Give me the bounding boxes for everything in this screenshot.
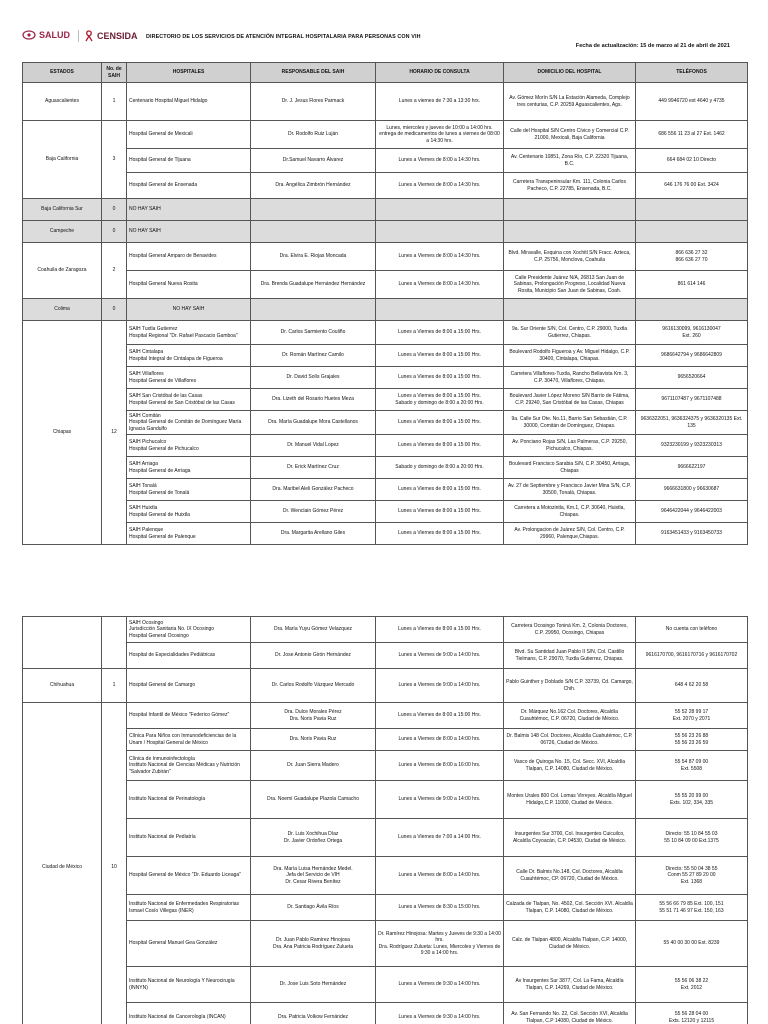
table-row (23, 345, 748, 367)
responsible-cell: Dr. Wenclain Gómez Pérez (251, 501, 376, 523)
red-ribbon-icon (84, 30, 94, 42)
hospital-cell: NO HAY SAIH (127, 221, 251, 243)
empty-cell (251, 221, 376, 243)
responsible-cell: Dr. Jose Antonio Girón Hernández (251, 643, 376, 669)
table-row (23, 1003, 748, 1024)
table-row (23, 457, 748, 479)
address-cell: Calle del Hospital S/N Centro Cívico y Comercial C.P. 21000, Mexicali, Baja California (504, 121, 636, 149)
schedule-cell: Lunes a Viernes de 8:00 a 14:30 hrs. (376, 149, 504, 173)
table-row (23, 703, 748, 729)
phone-cell: No cuenta con teléfono (636, 617, 748, 643)
phone-cell: 55 56 06 38 22 Ext. 2012 (636, 967, 748, 1003)
table-row (23, 299, 748, 321)
phone-cell: 9666622197 (636, 457, 748, 479)
hospital-cell: SAIH Villaflores Hospital General de Villaflores (127, 367, 251, 389)
empty-cell (636, 299, 748, 321)
table-row (23, 271, 748, 299)
responsible-cell: Dra. María Luisa Hernández Medel. Jefa del Servicio de VIH Dr. Cesar Rivera Benítez (251, 857, 376, 895)
table-row (23, 643, 748, 669)
table-row (23, 669, 748, 703)
responsible-cell: Dr. Luis Xochihua Díaz Dr. Javier Ordoñez Ortega (251, 819, 376, 857)
hospital-cell: SAIH Ocosingo Jurisdicción Sanitaria No. IX Ocosingo Hospital General Ocosingo (127, 617, 251, 643)
state-cell: Colima (23, 299, 102, 321)
phone-cell: 449 9946720 ext 4640 y 4735 (636, 83, 748, 121)
address-cell: Carretera Ocosingo Toniná Km. 2, Colonia Doctores, C.P. 29950, Ocosingo, Chiapas (504, 617, 636, 643)
responsible-cell: Dr. Rodolfo Ruiz Luján (251, 121, 376, 149)
schedule-cell: Lunes a Viernes de 8:00 a 15:00 Hrs. (376, 411, 504, 435)
address-cell: Vasco de Quiroga No. 15, Col. Secc. XVI, Alcaldía Tlalpan, C.P. 14080, Ciudad de México. (504, 751, 636, 781)
empty-cell (636, 221, 748, 243)
schedule-cell: Lunes a Viernes de 8:30 a 15:00 hrs. (376, 895, 504, 921)
address-cell: Insurgentes Sur 3700, Col. Insurgentes Cuicuilco, Alcaldía Coyoacán, C.P. 04530, Ciudad de México. (504, 819, 636, 857)
hospital-cell: Hospital Infantil de México "Federico Gómez" (127, 703, 251, 729)
phone-cell: Directo: 55 50 04 38 55 Conm 55 27 89 20 00 Ext. 1368 (636, 857, 748, 895)
address-cell: Av. 27 de Septiembre y Francisco Javier Mina S/N, C.P. 30500, Tonalá, Chiapas. (504, 479, 636, 501)
state-cell: Chiapas (23, 321, 102, 545)
phone-cell: 861 614 146 (636, 271, 748, 299)
column-header: DOMICILIO DEL HOSPITAL (504, 63, 636, 83)
hospital-cell: Clínica de Inmunoinfectología Instituto Nacional de Ciencias Médicas y Nutrición "Salvador Zubirán" (127, 751, 251, 781)
table-row (23, 435, 748, 457)
responsible-cell: Dr. Jose Luis Soto Hernández (251, 967, 376, 1003)
address-cell: Av Insurgentes Sur 3877, Col. La Fama, Alcaldía Tlalpan, C.P. 14269, Ciudad de México. (504, 967, 636, 1003)
column-header: No. de SAIH (102, 63, 127, 83)
responsible-cell: Dr. Erick Martínez Cruz (251, 457, 376, 479)
state-cell: Campeche (23, 221, 102, 243)
phone-cell: 9616170700, 9616170716 y 9616170702 (636, 643, 748, 669)
hospital-cell: Hospital General Manuel Gea González (127, 921, 251, 967)
address-cell: Boulevard Javier López Moreno S/N Barrio de Fátima, C.P. 29240, San Cristóbal de las Casas, Chiapas (504, 389, 636, 411)
schedule-cell: Lunes a Viernes de 8:00 a 16:00 hrs. (376, 751, 504, 781)
table-row (23, 411, 748, 435)
responsible-cell: Dr. J. Jesus Flores Parmack (251, 83, 376, 121)
schedule-cell: Lunes a Viernes de 8:00 a 15:00 Hrs. (376, 479, 504, 501)
hospital-cell: Centenario Hospital Miguel Hidalgo (127, 83, 251, 121)
hospital-cell: Hospital General de México "Dr. Eduardo Liceaga" (127, 857, 251, 895)
responsible-cell: Dr. Santiago Ávila Ríos (251, 895, 376, 921)
table-row (23, 523, 748, 545)
schedule-cell: Lunes a Viernes de 9:00 a 14:00 hrs. (376, 643, 504, 669)
schedule-cell: Lunes a Viernes de 8:00 a 14:00 hrs. (376, 729, 504, 751)
table-row (23, 819, 748, 857)
empty-cell (376, 299, 504, 321)
salud-logo-text: SALUD (39, 30, 70, 40)
table-row (23, 83, 748, 121)
address-cell: Montes Urales 800 Col. Lomas Virreyes. Alcaldía Miguel Hidalgo,C.P. 11000, Ciudad de México. (504, 781, 636, 819)
responsible-cell: Dra. María Yuyu Gómez Velazquez (251, 617, 376, 643)
table-row (23, 149, 748, 173)
address-cell: Av. Ponciano Rojas S/N, Las Palmeras, C.P. 29250, Pichucalco, Chiapas. (504, 435, 636, 457)
schedule-cell: Lunes a Viernes de 9:00 a 14:00 hrs. (376, 781, 504, 819)
responsible-cell: Dr. David Solís Grajales (251, 367, 376, 389)
responsible-cell: Dr. Román Martínez Camilo (251, 345, 376, 367)
responsible-cell: Dra. Patricia Volkow Fernández (251, 1003, 376, 1024)
saih-count-cell: 1 (102, 83, 127, 121)
table-row (23, 243, 748, 271)
hospital-cell: Instituto Nacional de Neurología Y Neurocirugía (INNYN) (127, 967, 251, 1003)
address-cell: Av. Prolongacion de Juárez S/N, Col. Centro, C.P. 29960, Palenque,Chiapas. (504, 523, 636, 545)
schedule-cell: Lunes a Viernes de 8:00 a 14:30 hrs. (376, 271, 504, 299)
table-row (23, 173, 748, 199)
schedule-cell: Lunes a Viernes de 8:00 a 15:00 Hrs. (376, 703, 504, 729)
empty-cell (251, 199, 376, 221)
address-cell: Calzada de Tlalpan, No. 4502, Col. Sección XVI. Alcaldía Tlalpan, C.P. 14080, Ciudad de México. (504, 895, 636, 921)
phone-cell: 9323230199 y 9323230313 (636, 435, 748, 457)
table-row (23, 221, 748, 243)
hospital-cell: Instituto Nacional de Enfermedades Respiratorias Ismael Cosío Villegas (INER) (127, 895, 251, 921)
hospital-cell: Instituto Nacional de Cancerología (INCAN) (127, 1003, 251, 1024)
address-cell: 9a. Sur Oriente S/N, Col. Centro, C.P. 29000, Tuxtla Gutierrez, Chiapas. (504, 321, 636, 345)
table-row (23, 921, 748, 967)
address-cell: Calle Dr. Balmis No.148, Col. Doctores, Alcaldía Cuauhtémoc, CP. 06720, Ciudad de México. (504, 857, 636, 895)
phone-cell: 9163451433 y 9163450733 (636, 523, 748, 545)
phone-cell: 55 40 00 30 00 Ext. 8239 (636, 921, 748, 967)
schedule-cell: Lunes a Viernes de 8:00 a 15:00 Hrs. (376, 501, 504, 523)
phone-cell: 686 556 11 23 al 27 Ext. 1462 (636, 121, 748, 149)
schedule-cell: Lunes a Viernes de 9:30 a 14:00 hrs. (376, 1003, 504, 1024)
phone-cell: 9666631800 y 96630687 (636, 479, 748, 501)
schedule-cell: Lunes a viernes de 7:30 a 13:30 hrs. (376, 83, 504, 121)
table-row (23, 967, 748, 1003)
schedule-cell: Lunes a Viernes de 8:00 a 14:30 hrs. (376, 243, 504, 271)
schedule-cell: Lunes a Viernes de 9:30 a 14:00 hrs. (376, 967, 504, 1003)
address-cell: Av. Centenario 10851, Zona Río, C.P. 22320 Tijuana, B.C. (504, 149, 636, 173)
phone-cell: 55 52 28 99 17 Ext. 2070 y 2071 (636, 703, 748, 729)
phone-cell: 9646422044 y 9646422003 (636, 501, 748, 523)
hospital-cell: Hospital de Especialidades Pediátricas (127, 643, 251, 669)
address-cell: Blvd. Miravalle, Esquina con Xochitl S/N Fracc. Azteca, C.P. 25756, Monclova, Coahuila (504, 243, 636, 271)
address-cell: Carretera Transpeninsular Km. 111, Colonia Carlos Pacheco, C.P. 22785, Ensenada, B.C. (504, 173, 636, 199)
directory-table-1 (22, 62, 748, 545)
responsible-cell: Dra. María Guadalupe Mora Castellanos (251, 411, 376, 435)
empty-cell (636, 199, 748, 221)
hospital-cell: Hospital General de Ensenada (127, 173, 251, 199)
state-cell: Baja California Sur (23, 199, 102, 221)
saih-count-cell: 0 (102, 221, 127, 243)
responsible-cell: Dra. Brenda Guadalupe Hernández Hernández (251, 271, 376, 299)
responsible-cell: Dra. Elvira E. Riojas Moncada (251, 243, 376, 271)
schedule-cell: Lunes a Viernes de 9:00 a 14:00 hrs. (376, 669, 504, 703)
salud-logo (22, 30, 70, 40)
hospital-cell: SAIH San Cristóbal de las Casas Hospital General de San Cristóbal de las Casas (127, 389, 251, 411)
saih-count-cell: 0 (102, 199, 127, 221)
address-cell: Blvd. Su Santidad Juan Pablo II S/N, Col. Castillo Tielmans, C.P. 29070, Tuxtla Gutierrez, Chiapas. (504, 643, 636, 669)
hospital-cell: NO HAY SAIH (127, 299, 251, 321)
saih-count-cell: 12 (102, 321, 127, 545)
hospital-cell: NO HAY SAIH (127, 199, 251, 221)
state-cell: Coahuila de Zaragoza (23, 243, 102, 299)
document-header (0, 0, 768, 60)
censida-logo (78, 30, 138, 42)
schedule-cell: Sabado y domingo de 8:00 a 20:00 Hrs. (376, 457, 504, 479)
hospital-cell: SAIH Cintalapa Hospital Integral de Cintalapa de Figueroa (127, 345, 251, 367)
table-row (23, 501, 748, 523)
schedule-cell: Lunes a Viernes de 8:00 a 15:00 Hrs. (376, 435, 504, 457)
address-cell: Boulevard Rodolfo Figueroa y Av. Miguel Hidalgo, C.P. 30400, Cintalapa, Chiapas. (504, 345, 636, 367)
schedule-cell: Dr. Ramírez Hinojosa: Martes y Jueves de 9:30 a 14:00 hrs. Dra. Rodríguez Zulueta: Lunes, Miercoles y Viernes de 9:30 a 14:00 hrs. (376, 921, 504, 967)
saih-count-cell (102, 617, 127, 669)
phone-cell: 648 4 62 20 58 (636, 669, 748, 703)
empty-cell (376, 221, 504, 243)
column-header: HORARIO DE CONSULTA (376, 63, 504, 83)
responsible-cell: Dra. Noemí Guadalupe Plazola Camacho (251, 781, 376, 819)
table-row (23, 729, 748, 751)
state-cell (23, 617, 102, 669)
responsible-cell: Dr.Samuel Navarro Álvarez (251, 149, 376, 173)
phone-cell: 9636322051, 9636324375 y 9636320135 Ext. 135 (636, 411, 748, 435)
phone-cell: 9656520664 (636, 367, 748, 389)
schedule-cell: Lunes a Viernes de 8:00 a 15:00 Hrs. (376, 617, 504, 643)
address-cell: Pablo Guinther y Doblado S/N C.P. 33739, Cd. Camargo, Chih. (504, 669, 636, 703)
phone-cell: Directo: 55 10 84 55 03 55 10 84 09 00 Ext.1375 (636, 819, 748, 857)
responsible-cell: Dra. Angélica Zimbrón Hernández (251, 173, 376, 199)
address-cell: Av. San Fernando No. 22, Col. Sección XVI, Alcaldía Tlalpan, C.P 14080, Ciudad de México. (504, 1003, 636, 1024)
hospital-cell: SAIH Tuxtla Gutierrez Hospital Regional "Dr. Rafael Pascacio Gamboa" (127, 321, 251, 345)
address-cell: 9a. Calle Sur Ote. No.11, Barrio San Sebastián, C.P. 30000, Comitán de Domínguez, Chiapas. (504, 411, 636, 435)
update-date: Fecha de actualización: 15 de marzo al 21 de abril de 2021 (575, 43, 730, 49)
state-cell: Aguascalientes (23, 83, 102, 121)
table-row (23, 751, 748, 781)
phone-cell: 866 636 27 32 866 636 27 70 (636, 243, 748, 271)
empty-cell (504, 199, 636, 221)
table-row (23, 781, 748, 819)
responsible-cell: Dr. Manuel Vidal Lopez (251, 435, 376, 457)
address-cell: Dr. Balmis 148 Col. Doctores, Alcaldía Cuahutémoc, C.P. 06726, Ciudad de México. (504, 729, 636, 751)
schedule-cell: Lunes a Viernes de 8:00 a 15:00 Hrs. (376, 523, 504, 545)
empty-cell (251, 299, 376, 321)
empty-cell (504, 221, 636, 243)
hospital-cell: SAIH Huixtla Hospital General de Huixtla (127, 501, 251, 523)
censida-logo-text: CENSIDA (97, 31, 138, 41)
phone-cell: 9616130099, 9616130047 Ext. 260 (636, 321, 748, 345)
column-header: TELÉFONOS (636, 63, 748, 83)
responsible-cell: Dr. Carlos Sarmiento Couliño (251, 321, 376, 345)
table-row (23, 895, 748, 921)
address-cell: Calz. de Tlalpan 4800, Alcaldía Tlalpan, C.P. 14000, Ciudad de México. (504, 921, 636, 967)
schedule-cell: Lunes a Viernes de 8:00 a 14:30 hrs. (376, 173, 504, 199)
table-row (23, 857, 748, 895)
column-header: ESTADOS (23, 63, 102, 83)
state-cell: Baja California (23, 121, 102, 199)
address-cell: Calle Presidente Juárez N/A, 26813 San Juan de Sabinas, Prolongación Progreso, Localidad Nueva Rosita, Municipio San Juan de Sabinas, Coah. (504, 271, 636, 299)
hospital-cell: Clínica Para Niños con Inmunodeficiencias de la Unam / Hospital General de México (127, 729, 251, 751)
address-cell: Carretera Villaflores-Tuxtla, Rancho Bellavista Km. 3, C.P. 30470, Villaflores, Chiapas. (504, 367, 636, 389)
address-cell: Carretera a Motozintla, Km.1, C.P. 30640, Huixtla, Chiapas. (504, 501, 636, 523)
address-cell: Dr. Márquez No.162 Col. Doctores, Alcaldía Cuauhtémoc, C.P. 06720, Ciudad de México. (504, 703, 636, 729)
schedule-cell: Lunes a Viernes de 8:00 a 14:00 hrs. (376, 857, 504, 895)
hospital-cell: SAIH Arriaga Hospital General de Arriaga (127, 457, 251, 479)
column-header: RESPONSABLE DEL SAIH (251, 63, 376, 83)
table-row (23, 199, 748, 221)
hospital-cell: Instituto Nacional de Pediatría (127, 819, 251, 857)
hospital-cell: Instituto Nacional de Perinatología (127, 781, 251, 819)
phone-cell: 664 684 02 10 Directo (636, 149, 748, 173)
hospital-cell: SAIH Tonalá Hospital General de Tonalá (127, 479, 251, 501)
state-cell: Chihuahua (23, 669, 102, 703)
phone-cell: 9686642794 y 9686642809 (636, 345, 748, 367)
responsible-cell: Dra. Lizeth del Rosario Huetes Meza (251, 389, 376, 411)
saih-count-cell: 0 (102, 299, 127, 321)
state-cell: Ciudad de México (23, 703, 102, 1024)
table-row (23, 479, 748, 501)
empty-cell (376, 199, 504, 221)
table-row (23, 389, 748, 411)
saih-count-cell: 10 (102, 703, 127, 1024)
table-row (23, 321, 748, 345)
responsible-cell: Dra. Maribel Aleli González Pacheco (251, 479, 376, 501)
salud-emblem-icon (22, 30, 36, 40)
responsible-cell: Dr. Juan Pablo Ramírez Hinojosa Dra. Ana Patricia Rodríguez Zulueta (251, 921, 376, 967)
saih-count-cell: 3 (102, 121, 127, 199)
schedule-cell: Lunes, miercoles y jueves de 10:00 a 14:00 hrs. entrega de medicamentos de lunes a viernes de 08:00 a 14:30 hrs. (376, 121, 504, 149)
phone-cell: 55 56 66 79 85 Ext. 100, 151 55 51 71 46 97 Ext. 150, 163 (636, 895, 748, 921)
hospital-cell: Hospital General de Mexicali (127, 121, 251, 149)
hospital-cell: SAIH Comitán Hospital General de Comitán de Domínguez María Ignacia Gandulfo (127, 411, 251, 435)
hospital-cell: Hospital General de Camargo (127, 669, 251, 703)
phone-cell: 55 54 87 09 00 Ext. 5508 (636, 751, 748, 781)
schedule-cell: Lunes a Viernes de 8:00 a 15:00 Hrs. (376, 367, 504, 389)
phone-cell: 9671107487 y 9671107488 (636, 389, 748, 411)
phone-cell: 55 56 28 04 00 Exts. 12120 y 12115 (636, 1003, 748, 1024)
empty-cell (504, 299, 636, 321)
hospital-cell: Hospital General de Tijuana (127, 149, 251, 173)
phone-cell: 646 176 76 00 Ext. 3424 (636, 173, 748, 199)
schedule-cell: Lunes a Viernes de 8:00 a 15:00 Hrs. (376, 321, 504, 345)
table-row (23, 617, 748, 643)
hospital-cell: Hospital General Nueva Rosita (127, 271, 251, 299)
schedule-cell: Lunes a Viernes de 8:00 a 15:00 Hrs. Sabado y domingo de 8:00 a 20:00 Hrs. (376, 389, 504, 411)
table-row (23, 367, 748, 389)
hospital-cell: SAIH Pichucalco Hospital General de Pichucalco (127, 435, 251, 457)
saih-count-cell: 2 (102, 243, 127, 299)
saih-count-cell: 1 (102, 669, 127, 703)
responsible-cell: Dr. Juan Sierra Madero (251, 751, 376, 781)
responsible-cell: Dra. Noris Pavia Ruz (251, 729, 376, 751)
responsible-cell: Dra. Margarita Arellano Giles (251, 523, 376, 545)
phone-cell: 55 55 20 99 00 Exts. 102, 334, 335 (636, 781, 748, 819)
directory-table-2 (22, 616, 748, 1024)
phone-cell: 55 56 23 26 88 55 56 23 26 59 (636, 729, 748, 751)
responsible-cell: Dra. Dulce Morales Pérez Dra. Noris Pavia Ruz (251, 703, 376, 729)
document-title: DIRECTORIO DE LOS SERVICIOS DE ATENCIÓN INTEGRAL HOSPITALARIA PARA PERSONAS CON VIH (146, 34, 421, 40)
table-row (23, 121, 748, 149)
schedule-cell: Lunes a Viernes de 8:00 a 15:00 Hrs. (376, 345, 504, 367)
address-cell: Av. Gómez Morín S/N La Estación Alameda, Complejo tres centurias, C.P. 20259 Aguascalientes, Ags. (504, 83, 636, 121)
hospital-cell: SAIH Palenque Hospital General de Palenque (127, 523, 251, 545)
schedule-cell: Lunes a Viernes de 7:00 a 14:00 Hrs. (376, 819, 504, 857)
column-header: HOSPITALES (127, 63, 251, 83)
responsible-cell: Dr. Carlos Rodolfo Vázquez Mercado (251, 669, 376, 703)
hospital-cell: Hospital General Amparo de Benavides (127, 243, 251, 271)
address-cell: Boulevard Francisco Sarabia S/N, C.P. 30450, Arriaga, Chiapas (504, 457, 636, 479)
